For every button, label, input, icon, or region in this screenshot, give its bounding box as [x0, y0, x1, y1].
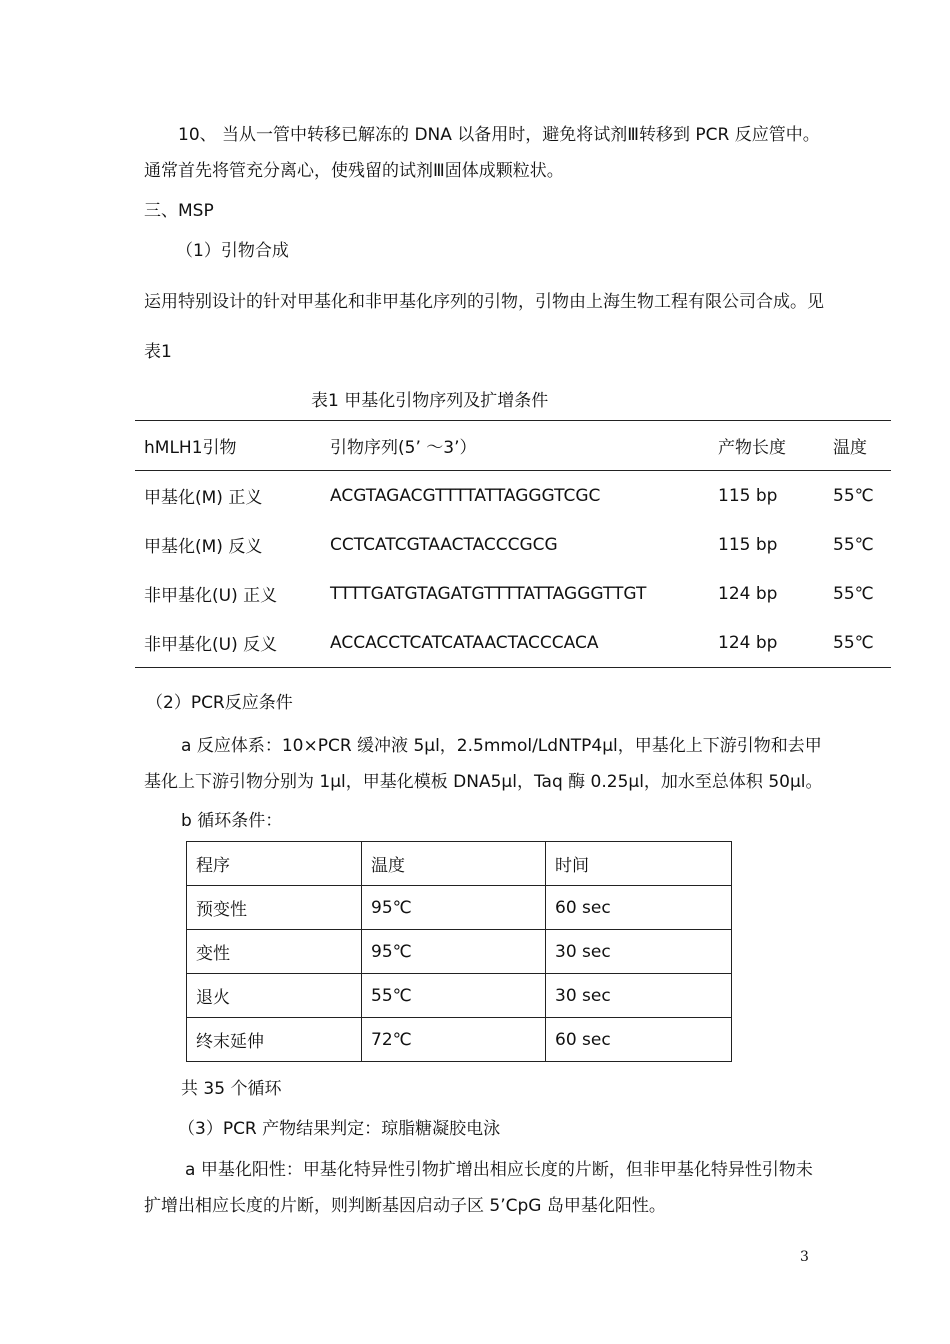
table-cell: CCTCATCGTAACTACCCGCG	[330, 534, 558, 555]
table-cell: 30 sec	[546, 974, 732, 1018]
table-cell: 60 sec	[546, 1018, 732, 1062]
table-cell: 60 sec	[546, 886, 732, 930]
table-cell: 115 bp	[718, 485, 778, 506]
table-header-cell: 引物序列(5’ ～3’）	[321, 421, 709, 471]
table-cell: 124 bp	[709, 618, 824, 668]
subheading-result-judgement: （3）PCR 产物结果判定：琼脂糖凝胶电泳	[178, 1119, 501, 1139]
page-number: 3	[800, 1249, 809, 1265]
table1-caption: 表1 甲基化引物序列及扩增条件	[311, 391, 549, 411]
paragraph-reaction-line1: a 反应体系：10×PCR 缓冲液 5μl，2.5mmol/LdNTP4μl，甲基化上下游引物和去甲	[181, 736, 822, 756]
table-cell: 55℃	[362, 974, 546, 1018]
table-cell: 退火	[187, 974, 362, 1018]
paragraph-primer-line2: 表1	[144, 342, 172, 362]
table-row	[187, 974, 732, 1018]
table-row	[187, 1018, 732, 1062]
table-cell: 终末延伸	[187, 1018, 362, 1062]
table-cell: 95℃	[362, 886, 546, 930]
table-cell: 非甲基化(U) 反义	[135, 618, 321, 668]
table-cell: 115 bp	[718, 534, 778, 555]
paragraph-positive-line2: 扩增出相应长度的片断，则判断基因启动子区 5’CpG 岛甲基化阳性。	[144, 1196, 666, 1216]
table-row	[187, 886, 732, 930]
table-cell: ACCACCTCATCATAACTACCCACA	[321, 618, 709, 668]
table-row	[135, 520, 891, 569]
table-cell: 55℃	[824, 618, 891, 668]
paragraph-reaction-line2: 基化上下游引物分别为 1μl，甲基化模板 DNA5μl，Taq 酶 0.25μl，加水至总体积 50μl。	[144, 772, 823, 792]
table-header-cell: 温度	[824, 421, 891, 471]
table-header-cell: hMLH1引物	[135, 421, 321, 471]
table-row	[135, 471, 891, 521]
table-header-row	[135, 421, 891, 471]
table-cell: TTTTGATGTAGATGTTTTATTAGGGTTGT	[330, 583, 647, 604]
table-cell: ACGTAGACGTTTTATTAGGGTCGC	[330, 485, 601, 506]
paragraph-primer-line1: 运用特别设计的针对甲基化和非甲基化序列的引物，引物由上海生物工程有限公司合成。见	[144, 292, 824, 312]
table-cell: 124 bp	[718, 583, 778, 604]
paragraph-step10-line2: 通常首先将管充分离心，使残留的试剂Ⅲ固体成颗粒状。	[144, 161, 564, 181]
cycle-table	[186, 841, 732, 1062]
paragraph-positive-line1: a 甲基化阳性：甲基化特异性引物扩增出相应长度的片断，但非甲基化特异性引物未	[185, 1160, 813, 1180]
table-cell: 预变性	[187, 886, 362, 930]
table-cell: 72℃	[362, 1018, 546, 1062]
table-header-cell: 产物长度	[709, 421, 824, 471]
paragraph-step10-line1: 10、 当从一管中转移已解冻的 DNA 以备用时，避免将试剂Ⅲ转移到 PCR 反应管中。	[178, 125, 820, 145]
table-cell: 甲基化(M) 正义	[144, 488, 263, 508]
table-cell: 95℃	[362, 930, 546, 974]
paragraph-cycle-count: 共 35 个循环	[181, 1079, 282, 1099]
table-cell: 30 sec	[546, 930, 732, 974]
section-heading-msp: 三、MSP	[144, 201, 214, 221]
paragraph-cycle-conditions: b 循环条件：	[181, 811, 283, 831]
table-cell: 55℃	[833, 583, 874, 604]
primer-table	[135, 420, 891, 668]
table-cell: 非甲基化(U) 正义	[144, 586, 278, 606]
subheading-pcr-conditions: （2）PCR反应条件	[146, 693, 293, 713]
table-row	[187, 930, 732, 974]
table-row	[135, 618, 891, 668]
table-header-row	[187, 842, 732, 886]
table-header-cell: 时间	[546, 842, 732, 886]
table-cell: 55℃	[833, 485, 874, 506]
table-header-cell: 温度	[362, 842, 546, 886]
table-row	[135, 569, 891, 618]
subheading-primer-synthesis: （1）引物合成	[176, 241, 289, 261]
table-cell: 甲基化(M) 反义	[144, 537, 263, 557]
table-cell: 55℃	[833, 534, 874, 555]
table-cell: 变性	[187, 930, 362, 974]
table-header-cell: 程序	[187, 842, 362, 886]
